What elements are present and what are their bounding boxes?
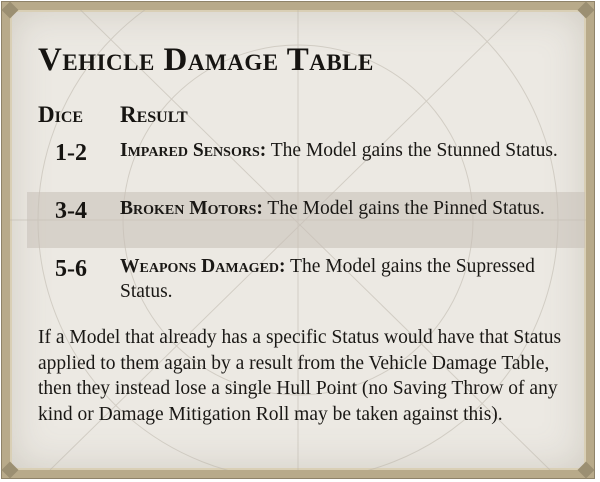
result-description xyxy=(120,254,560,304)
result-text: The Model gains the Stunned Status. xyxy=(270,140,558,161)
result-text: The Model gains the Supressed Status. xyxy=(120,256,535,302)
result-name: Impared Sensors: xyxy=(120,140,267,161)
result-name: Weapons Damaged: xyxy=(120,256,286,277)
frame-corner-ornament xyxy=(2,462,19,479)
dice-column-header: Dice xyxy=(38,102,84,127)
dice-range: 3-4 xyxy=(55,198,87,224)
result-text: The Model gains the Pinned Status. xyxy=(267,198,545,219)
table-row xyxy=(27,134,585,190)
rule-note: If a Model that already has a specific Status would have that Status applied to them again by a result from the Vehicle Damage Table, then they instead lose a single Hull Point (no Saving Throw of any kind or Damage Mitigation Roll may be taken against this). xyxy=(38,327,562,425)
frame-corner-ornament xyxy=(578,2,595,19)
result-description xyxy=(120,138,560,163)
dice-range: 1-2 xyxy=(55,140,87,166)
table-title: Vehicle Damage Table xyxy=(38,42,374,78)
result-column-header: Result xyxy=(120,102,188,127)
result-name: Broken Motors: xyxy=(120,198,263,219)
frame-corner-ornament xyxy=(2,2,19,19)
frame-corner-ornament xyxy=(578,462,595,479)
table-row xyxy=(27,192,585,248)
table-row xyxy=(27,250,585,306)
vehicle-damage-card xyxy=(2,2,594,478)
result-description xyxy=(120,196,560,221)
dice-range: 5-6 xyxy=(55,256,87,282)
